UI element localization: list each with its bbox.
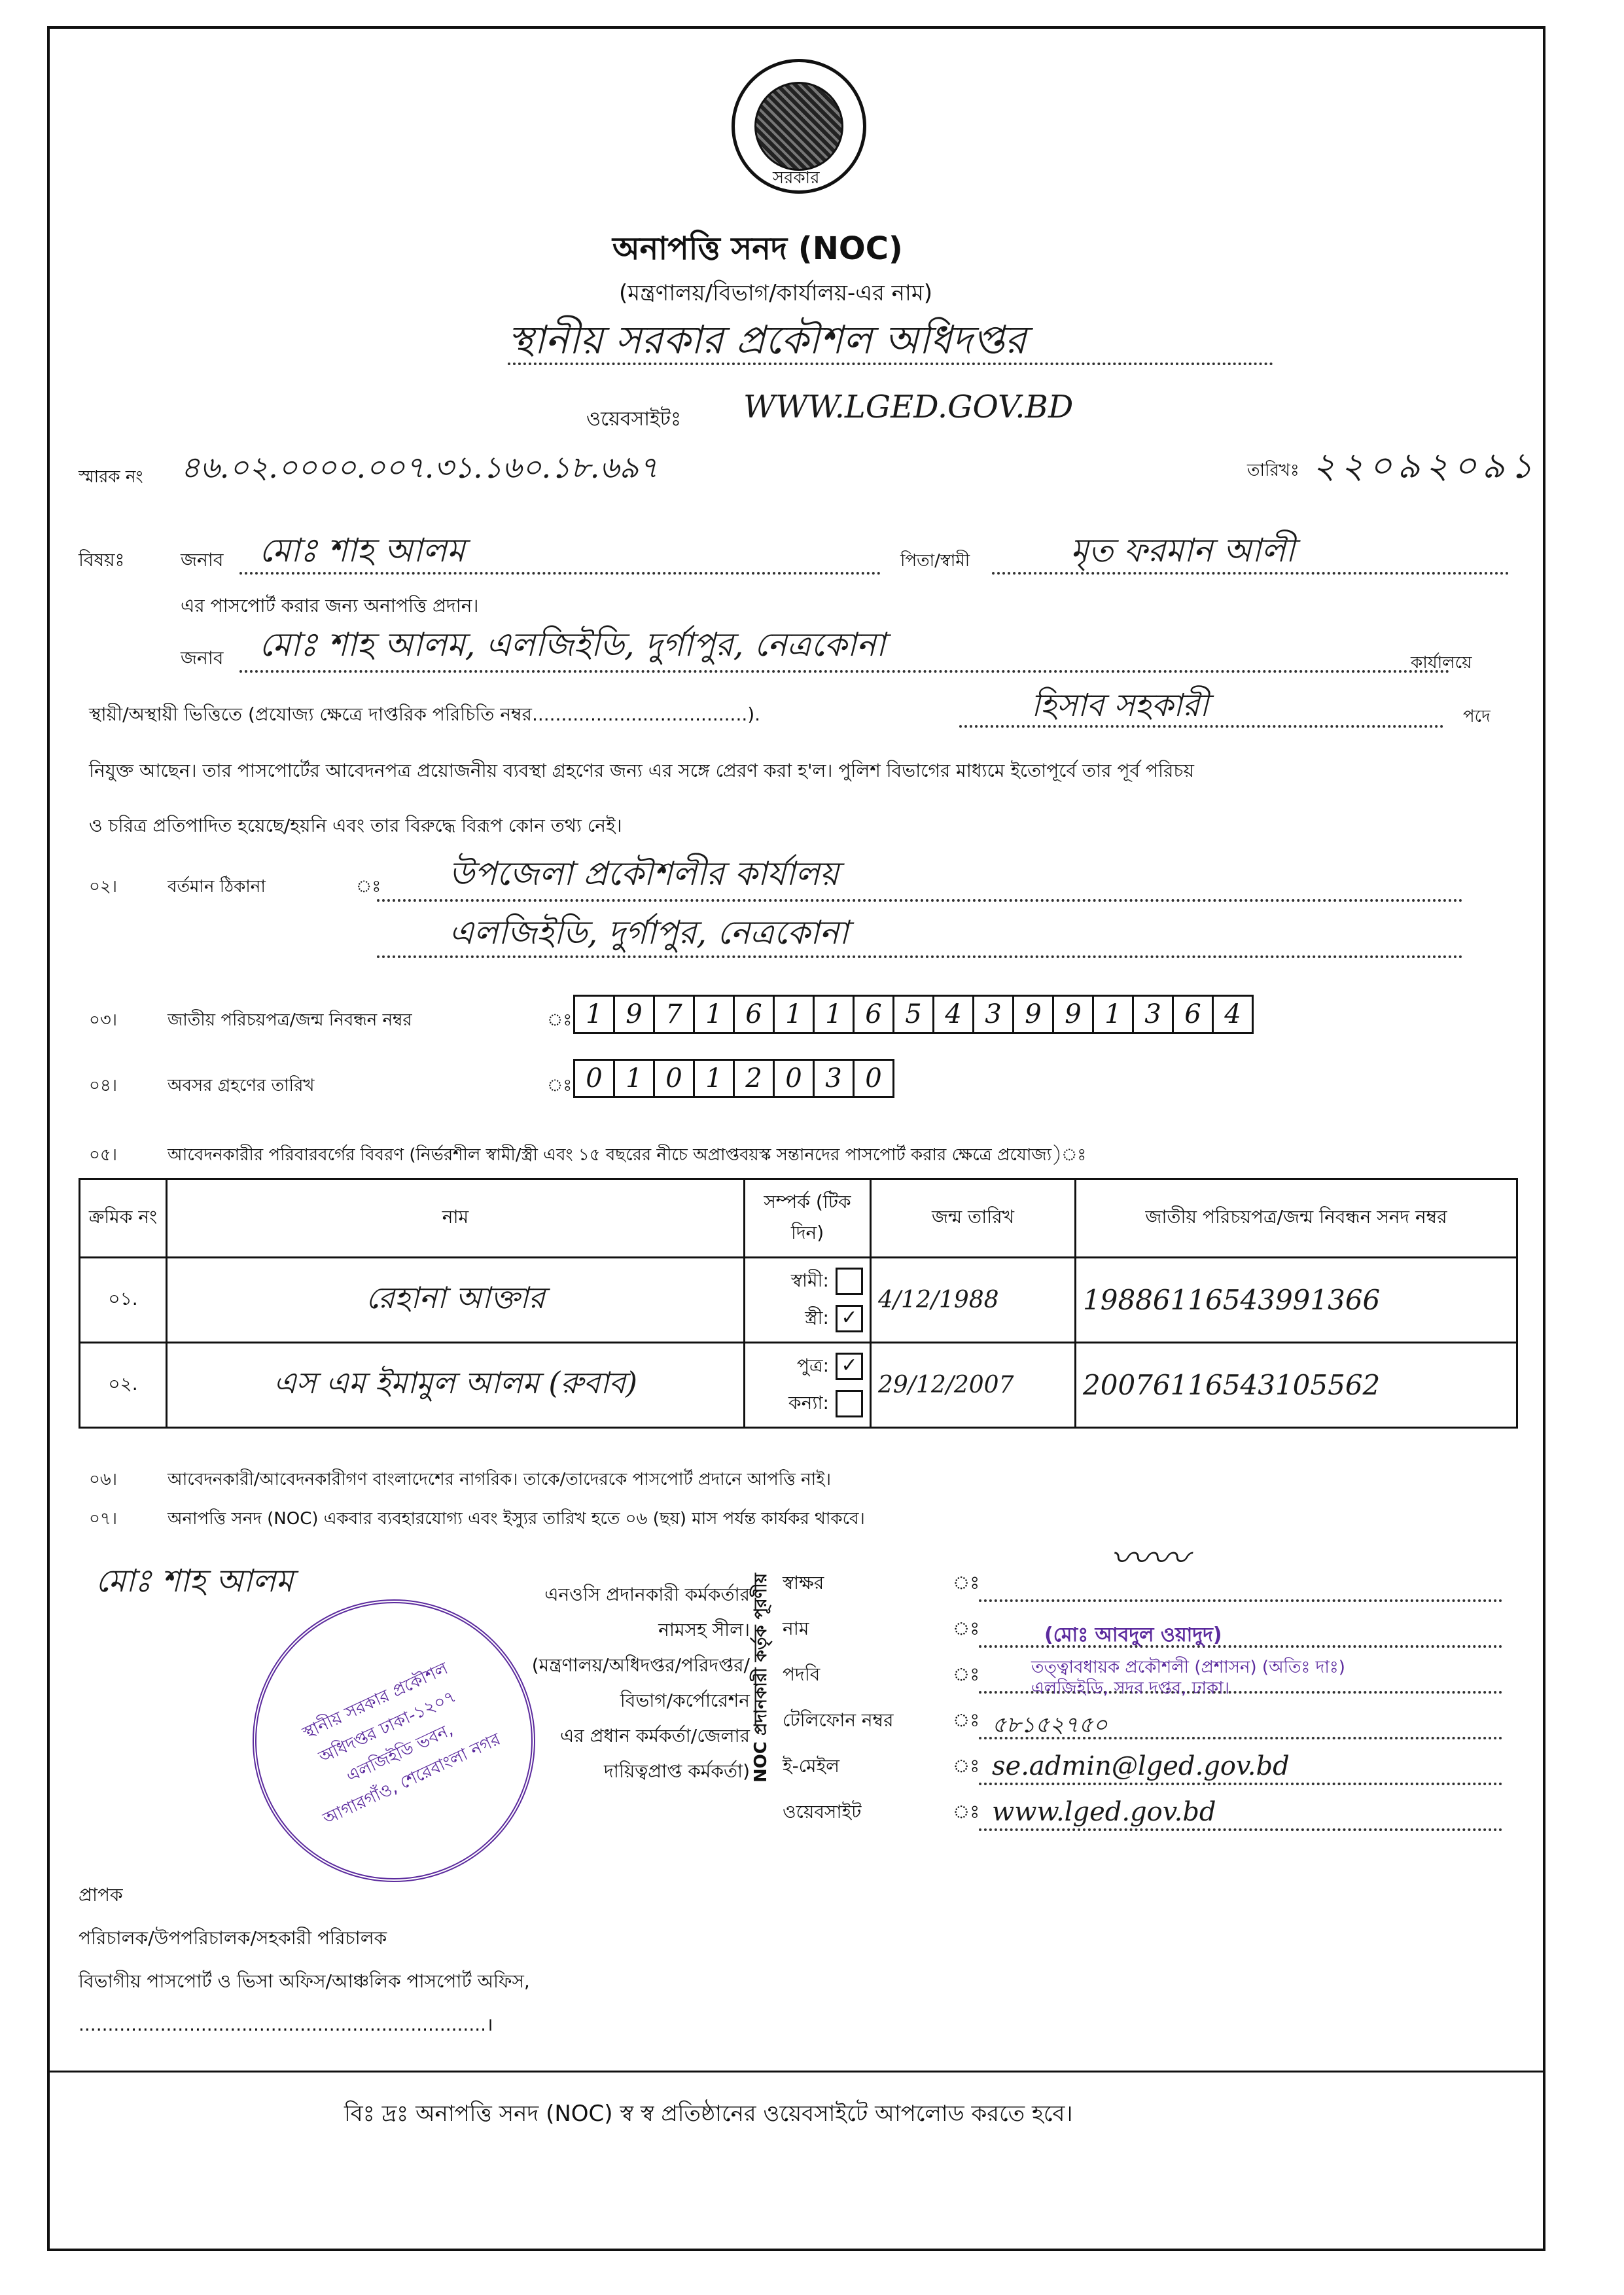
item-05-label: আবেদনকারীর পরিবারবর্গের বিবরণ (নির্ভরশীল স্বামী/স্ত্রী এবং ১৫ বছরের নীচে অপ্রাপ্তবয়স্ক সন্তানদের পাসপোর্ট করার ক্ষেত্রে প্রযোজ্য)ঃ: [168, 1145, 1087, 1165]
document-subtitle: (মন্ত্রণালয়/বিভাগ/কার্যালয়-এর নাম): [619, 280, 932, 306]
website-value: WWW.LGED.GOV.BD: [743, 389, 1074, 425]
paragraph-line-1: নিযুক্ত আছেন। তার পাসপোর্টের আবেদনপত্র প্রয়োজনীয় ব্যবস্থা গ্রহণের জন্য এর সঙ্গে প্রেরণ করা হ'ল। পুলিশ বিভাগের মাধ্যমে ইতোপূর্বে তার পূর্ব পরিচয়: [89, 760, 1194, 781]
basis-line: স্থায়ী/অস্থায়ী ভিত্তিতে (প্রযোজ্য ক্ষেত্রে দাপ্তরিক পরিচিতি নম্বর.....................................).: [89, 703, 761, 725]
applicant-name: মোঃ শাহ আলম: [259, 531, 465, 569]
row-serial: ০১.: [80, 1258, 167, 1343]
field-label-website: ওয়েবসাইট: [783, 1801, 862, 1823]
office-suffix: কার্যালয়ে: [1411, 653, 1472, 673]
retire-digit-box: 3: [815, 1061, 855, 1096]
nid-digit-box: 9: [1014, 997, 1054, 1032]
date-value: ২২০৯২০৯১: [1313, 445, 1538, 486]
officer-designation: তত্ত্বাবধায়ক প্রকৌশলী (প্রশাসন) (অতিঃ দাঃ) এলজিইডি, সদর দপ্তর, ঢাকা।: [1031, 1658, 1345, 1698]
row-relation: স্বামী: স্ত্রী: ✓: [745, 1258, 871, 1343]
applicant-signature: মোঃ শাহ আলম: [96, 1563, 294, 1599]
nid-digit-box: 9: [615, 997, 655, 1032]
nid-digit-box: 1: [575, 997, 615, 1032]
post-name: হিসাব সহকারী: [1031, 687, 1209, 724]
date-label: তারিখঃ: [1247, 461, 1299, 480]
nid-digit-box: 1: [1094, 997, 1134, 1032]
field-label-phone: টেলিফোন নম্বর: [783, 1709, 894, 1731]
th-dob: জন্ম তারিখ: [871, 1179, 1076, 1258]
nid-digit-box: 9: [1054, 997, 1094, 1032]
item-06-text: আবেদনকারী/আবেদনকারীগণ বাংলাদেশের নাগরিক। তাকে/তাদেরকে পাসপোর্ট প্রদানে আপত্তি নাই।: [168, 1470, 832, 1489]
seal-text: স্থানীয় সরকার প্রকৌশল অধিদপ্তর ঢাকা-১২০৭ এলজিইডি ভবন, আগারগাঁও, শেরেবাংলা নগর: [299, 1658, 504, 1829]
item-02-number: ০২।: [89, 877, 118, 897]
checkbox-wife[interactable]: ✓: [836, 1305, 863, 1332]
nid-digit-box: 1: [775, 997, 815, 1032]
row-dob: 29/12/2007: [871, 1343, 1076, 1428]
address-line-1: উপজেলা প্রকৌশলীর কার্যালয়: [449, 855, 839, 893]
table-row: [80, 1258, 1517, 1343]
nid-digit-box: 4: [934, 997, 974, 1032]
retire-digit-box: 1: [695, 1061, 735, 1096]
nid-digit-box: 3: [974, 997, 1014, 1032]
officer-email: se.admin@lged.gov.bd: [992, 1751, 1290, 1781]
nid-digit-box: 1: [695, 997, 735, 1032]
retirement-date-boxes: [573, 1059, 894, 1098]
office-name: স্থানীয় সরকার প্রকৌশল অধিদপ্তর: [508, 317, 1027, 363]
th-name: নাম: [167, 1179, 745, 1258]
nid-digit-box: 4: [1224, 999, 1241, 1029]
row-nid: 19886116543991366: [1076, 1258, 1517, 1343]
nid-digit-box: 1: [815, 997, 855, 1032]
th-serial: ক্রমিক নং: [80, 1179, 167, 1258]
th-nid: জাতীয় পরিচয়পত্র/জন্ম নিবন্ধন সনদ নম্বর: [1076, 1179, 1517, 1258]
retire-digit-box: 1: [615, 1061, 655, 1096]
checkbox-son[interactable]: ✓: [836, 1353, 863, 1380]
memo-label: স্মারক নং: [79, 467, 143, 487]
recipient-line-2: বিভাগীয় পাসপোর্ট ও ভিসা অফিস/আঞ্চলিক পাসপোর্ট অফিস,: [79, 1970, 530, 1992]
memo-value: ৪৬.০২.০০০০.০০৭.৩১.১৬০.১৮.৬৯৭: [181, 450, 659, 485]
recipient-label: প্রাপক: [79, 1884, 123, 1906]
office-posting: মোঃ শাহ আলম, এলজিইডি, দুর্গাপুর, নেত্রকোনা: [259, 626, 886, 664]
field-label-name: নাম: [783, 1618, 809, 1639]
vertical-note: NOC প্রদানকারী কর্তৃক পূরণীয়: [751, 1573, 771, 1783]
checkbox-husband[interactable]: [836, 1268, 863, 1295]
item-06-number: ০৬।: [89, 1470, 118, 1489]
retire-digit-box: 2: [735, 1061, 775, 1096]
nid-digit-box: 7: [655, 997, 695, 1032]
field-label-designation: পদবি: [783, 1663, 821, 1685]
officer-website: www.lged.gov.bd: [992, 1797, 1216, 1827]
item-07-number: ০৭।: [89, 1509, 118, 1529]
nid-digit-boxes: [573, 995, 1254, 1034]
emblem-label: সরকার: [773, 168, 820, 188]
footer-note: বিঃ দ্রঃ অনাপত্তি সনদ (NOC) স্ব স্ব প্রতিষ্ঠানের ওয়েবসাইটে আপলোড করতে হবে।: [344, 2101, 1073, 2127]
item-02-label: বর্তমান ঠিকানা: [168, 877, 266, 897]
row-name: রেহানা আক্তার: [167, 1258, 745, 1343]
post-suffix: পদে: [1463, 707, 1491, 726]
item-07-text: অনাপত্তি সনদ (NOC) একবার ব্যবহারযোগ্য এবং ইস্যুর তারিখ হতে ০৬ (ছয়) মাস পর্যন্ত কার্যকর থাকবে।: [168, 1509, 865, 1529]
purpose-line: এর পাসপোর্ট করার জন্য অনাপত্তি প্রদান।: [181, 595, 479, 616]
subject-label: বিষয়ঃ: [79, 549, 125, 571]
officer-signature: 〰〰: [1110, 1536, 1188, 1582]
recipient-line-1: পরিচালক/উপপরিচালক/সহকারী পরিচালক: [79, 1927, 387, 1949]
row-relation: পুত্র: ✓ কন্যা:: [745, 1343, 871, 1428]
item-04-label: অবসর গ্রহণের তারিখ: [168, 1076, 315, 1095]
checkbox-daughter[interactable]: [836, 1390, 863, 1417]
row-nid: 20076116543105562: [1076, 1343, 1517, 1428]
table-row: [80, 1343, 1517, 1428]
retire-digit-box: 0: [865, 1063, 882, 1094]
item-04-number: ০৪।: [89, 1076, 118, 1095]
website-label: ওয়েবসাইটঃ: [586, 408, 681, 431]
document-title: অনাপত্তি সনদ (NOC): [612, 230, 903, 267]
janab-label: জনাব: [181, 549, 224, 571]
family-table: [79, 1178, 1518, 1429]
janab2-label: জনাব: [181, 647, 224, 669]
retire-digit-box: 0: [575, 1061, 615, 1096]
field-label-email: ই-মেইল: [783, 1755, 840, 1777]
row-serial: ০২.: [80, 1343, 167, 1428]
retire-digit-box: 0: [655, 1061, 695, 1096]
row-name: এস এম ইমামুল আলম (রুবাব): [167, 1343, 745, 1428]
nid-digit-box: 6: [855, 997, 894, 1032]
item-05-number: ০৫।: [89, 1145, 118, 1165]
officer-description: এনওসি প্রদানকারী কর্মকর্তার নামসহ সীল। (মন্ত্রণালয়/অধিদপ্তর/পরিদপ্তর/ বিভাগ/কর্পোরেশন এর প্রধান কর্মকর্তা/জেলার দায়িত্বপ্রাপ্ত কর্মকর্তা): [531, 1584, 750, 1782]
officer-phone: ৫৮১৫২৭৫০: [992, 1712, 1108, 1738]
retire-digit-box: 0: [775, 1061, 815, 1096]
item-03-number: ০৩।: [89, 1010, 118, 1030]
father-label: পিতা/স্বামী: [900, 551, 970, 571]
item-03-label: জাতীয় পরিচয়পত্র/জন্ম নিবন্ধন নম্বর: [168, 1010, 412, 1030]
recipient-line-3: ......................................................................।: [79, 2014, 493, 2035]
nid-digit-box: 5: [894, 997, 934, 1032]
address-line-2: এলজিইডি, দুর্গাপুর, নেত্রকোনা: [449, 914, 849, 952]
row-dob: 4/12/1988: [871, 1258, 1076, 1343]
nid-digit-box: 3: [1134, 997, 1174, 1032]
field-label-signature: স্বাক্ষর: [783, 1572, 824, 1593]
noc-form-page: সরকার অনাপত্তি সনদ (NOC) (মন্ত্রণালয়/বিভাগ/কার্যালয়-এর নাম) স্থানীয় সরকার প্রকৌশল অধিদপ্তর ওয়েবসাইটঃ WWW.LGED.GOV.BD স্মারক নং ৪৬.০২.০০০০.০০৭.৩১.১৬০.১৮.৬৯৭ তারিখঃ ২২০৯২০৯১ বিষয়ঃ জনাব মোঃ শাহ আলম পিতা/স্বামী মৃত ফরমান আলী এর পাসপোর্ট করার জন্য অনাপত্তি প্রদান। জনাব মোঃ শাহ আলম, এলজিইডি, দুর্গাপুর, নেত্রকোনা কার্যালয়ে স্থায়ী/অস্থায়ী ভিত্তিতে (প্রযোজ্য ক্ষেত্রে দাপ্তরিক পরিচিতি নম্বর.....................................). হিসাব সহকারী পদে নিযুক্ত আছেন। তার পাসপোর্টের আবেদনপত্র প্রয়োজনীয় ব্যবস্থা গ্রহণের জন্য এর সঙ্গে প্রেরণ করা হ'ল। পুলিশ বিভাগের মাধ্যমে ইতোপূর্বে তার পূর্ব পরিচয় ও চরিত্র প্রতিপাদিত হয়েছে/হয়নি এবং তার বিরুদ্ধে বিরূপ কোন তথ্য নেই। ০২। বর্তমান ঠিকানা ঃ উপজেলা প্রকৌশলীর কার্যালয় এলজিইডি, দুর্গাপুর, নেত্রকোনা ০৩। জাতীয় পরিচয়পত্র/জন্ম নিবন্ধন নম্বর ঃ 1 9 7 1 6 1 1 6 5 4 3 9 9 1 3 6 4 ০৪। অবসর গ্রহণের তারিখ ঃ 0 1 0 1 2 0 3 0 ০৫। আবেদনকারীর পরিবারবর্গের বিবরণ (নির্ভরশীল স্বামী/স্ত্রী এবং ১৫ বছরের নীচে অপ্রাপ্তবয়স্ক সন্তানদের পাসপোর্ট করার ক্ষেত্রে প্রযোজ্য)ঃ ক্রমিক নং নাম সম্পর্ক (টিক দিন) জন্ম তারিখ জাতীয় পরিচয়পত্র/জন্ম নিবন্ধন সনদ নম্বর ০১. রেহানা আক্তার স্বামী: স্ত্রী: ✓ 4/12/1988 19886116543991366 ০২. এস এম ইমামুল আলম (রুবাব) পুত্র: ✓ কন্যা: 29/12/2007 20076116543105562 ০৬। আবেদনকারী/আবেদনকারীগণ বাংলাদেশের নাগরিক। তাকে/তাদেরকে পাসপোর্ট প্রদানে আপত্তি নাই। ০৭। অনাপত্তি সনদ (NOC) একবার ব্যবহারযোগ্য এবং ইস্যুর তারিখ হতে ০৬ (ছয়) মাস পর্যন্ত কার্যকর থাকবে। মোঃ শাহ আলম স্থানীয় সরকার প্রকৌশল অধিদপ্তর ঢাকা-১২০৭ এলজিইডি ভবন, আগারগাঁও, শেরেবাংলা নগর এনওসি প্রদানকারী কর্মকর্তার নামসহ সীল। (মন্ত্রণালয়/অধিদপ্তর/পরিদপ্তর/ বিভাগ/কর্পোরেশন এর প্রধান কর্মকর্তা/জেলার দায়িত্বপ্রাপ্ত কর্মকর্তা) NOC প্রদানকারী কর্তৃক পূরণীয় স্বাক্ষর নাম পদবি টেলিফোন নম্বর ই-মেইল ওয়েবসাইট ঃ ঃ ঃ ঃ ঃ ঃ 〰〰 (মোঃ আবদুল ওয়াদুদ) তত্ত্বাবধায়ক প্রকৌশলী (প্রশাসন) (অতিঃ দাঃ) এলজিইডি, সদর দপ্তর, ঢাকা। ৫৮১৫২৭৫০ se.admin@lged.gov.bd www.lged.gov.bd প্রাপক পরিচালক/উপপরিচালক/সহকারী পরিচালক বিভাগীয় পাসপোর্ট ও ভিসা অফিস/আঞ্চলিক পাসপোর্ট অফিস, ......................................................................। বিঃ দ্রঃ অনাপত্তি সনদ (NOC) স্ব স্ব প্রতিষ্ঠানের ওয়েবসাইটে আপলোড করতে হবে।: [47, 26, 1545, 2251]
government-emblem: [732, 59, 866, 194]
paragraph-line-2: ও চরিত্র প্রতিপাদিত হয়েছে/হয়নি এবং তার বিরুদ্ধে বিরূপ কোন তথ্য নেই।: [89, 815, 622, 836]
father-name: মৃত ফরমান আলী: [1070, 531, 1296, 569]
nid-digit-box: 6: [735, 997, 775, 1032]
nid-digit-box: 6: [1174, 997, 1214, 1032]
th-relation: সম্পর্ক (টিক দিন): [745, 1179, 871, 1258]
officer-name: (মোঃ আবদুল ওয়াদুদ): [1044, 1624, 1222, 1646]
officer-field-labels: [783, 1560, 894, 1835]
